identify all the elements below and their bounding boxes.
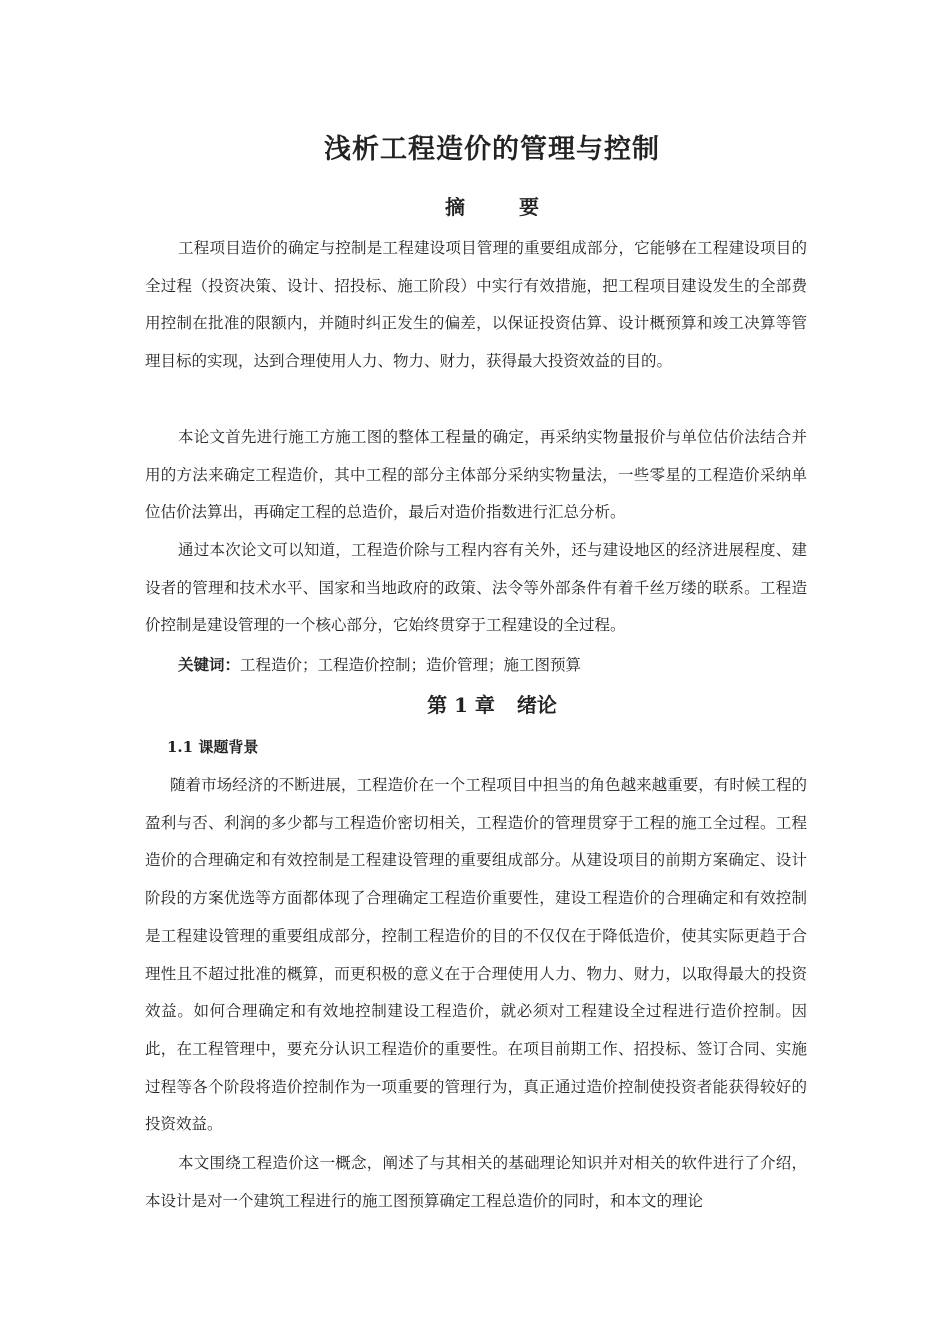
body-paragraph: 随着市场经济的不断进展，工程造价在一个工程项目中担当的角色越来越重要，有时候工程的盈利与否、利润的多少都与工程造价密切相关，工程造价的管理贯穿于工程的施工全过程。工程造价的合理确定和有效控制是工程建设管理的重要组成部分。从建设项目的前期方案确定、设计阶段的方案优选等方面都体现了合理确定工程造价重要性，建设工程造价的合理确定和有效控制是工程建设管理的重要组成部分，控制工程造价的目的不仅仅在于降低造价，使其实际更趋于合理性且不超过批准的概算，而更积极的意义在于合理使用人力、物力、财力，以取得最大的投资效益。如何合理确定和有效地控制建设工程造价，就必须对工程建设全过程进行造价控制。因此，在工程管理中，要充分认识工程造价的重要性。在项目前期工作、招投标、签订合同、实施过程等各个阶段将造价控制作为一项重要的管理行为，真正通过造价控制使投资者能获得较好的投资效益。	[145, 776, 807, 1134]
document-title: 浅析工程造价的管理与控制	[324, 134, 660, 165]
abstract-paragraph: 工程项目造价的确定与控制是工程建设项目管理的重要组成部分，它能够在工程建设项目的全过程（投资决策、设计、招投标、施工阶段）中实行有效措施，把工程项目建设发生的全部费用控制在批准的限额内，并随时纠正发生的偏差，以保证投资估算、设计概预算和竣工决算等管理目标的实现，达到合理使用人力、物力、财力，获得最大投资效益的目的。	[145, 239, 807, 371]
keywords-line	[178, 646, 581, 685]
keywords-label: 关键词：	[178, 655, 241, 674]
abstract-heading-right: 要	[519, 195, 539, 219]
section-heading: 1.1 课题背景	[167, 738, 259, 756]
abstract-heading	[0, 190, 950, 224]
abstract-paragraph: 本论文首先进行施工方施工图的整体工程量的确定，再采纳实物量报价与单位估价法结合并用的方法来确定工程造价，其中工程的部分主体部分采纳实物量法，一些零星的工程造价采纳单位估价法算出，再确定工程的总造价，最后对造价指数进行汇总分析。	[145, 428, 807, 522]
chapter-title: 绪论	[516, 693, 557, 717]
chapter-heading	[0, 688, 950, 722]
keywords-text: 工程造价；工程造价控制；造价管理；施工图预算	[240, 656, 582, 674]
body-paragraph: 本文围绕工程造价这一概念，阐述了与其相关的基础理论知识并对相关的软件进行了介绍，本设计是对一个建筑工程进行的施工图预算确定工程总造价的同时，和本文的理论	[145, 1154, 807, 1210]
abstract-paragraph: 通过本次论文可以知道，工程造价除与工程内容有关外，还与建设地区的经济进展程度、建设者的管理和技术水平、国家和当地政府的政策、法令等外部条件有着千丝万缕的联系。工程造价控制是建设管理的一个核心部分，它始终贯穿于工程建设的全过程。	[145, 541, 807, 635]
abstract-heading-left: 摘	[445, 195, 465, 219]
chapter-number: 第 1 章	[427, 693, 495, 717]
